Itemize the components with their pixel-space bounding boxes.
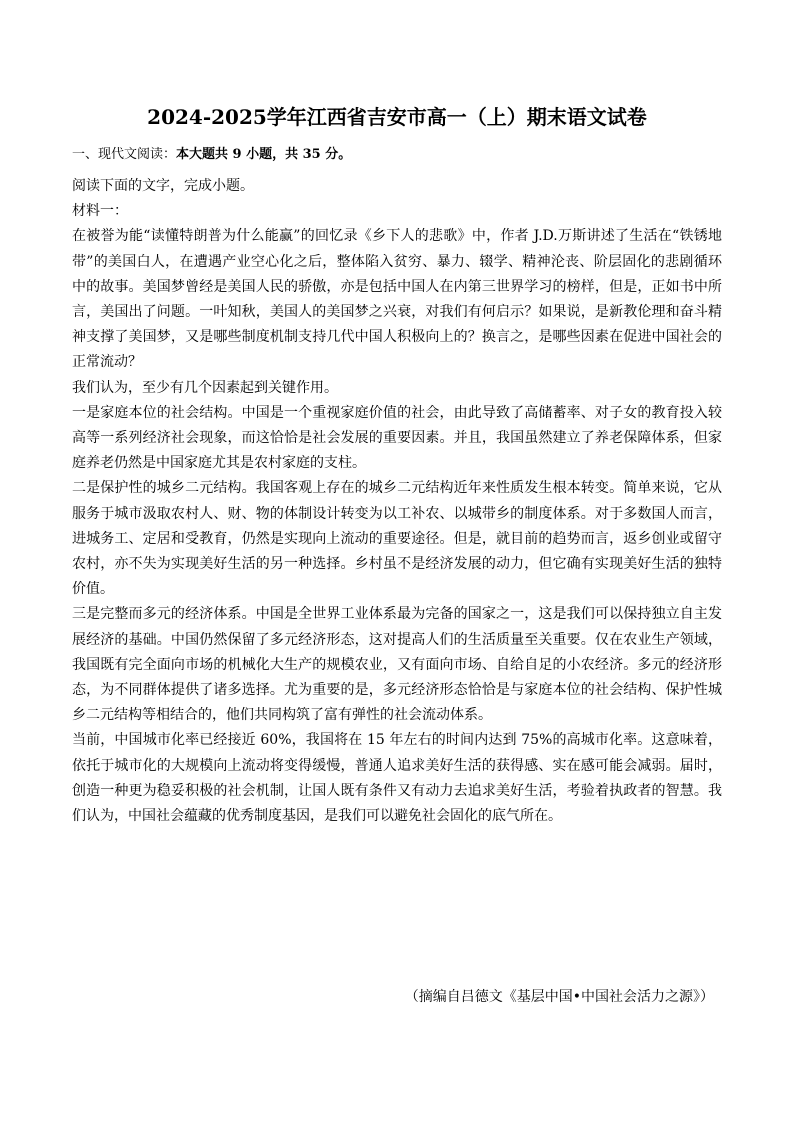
passage-paragraph: 我们认为，至少有几个因素起到关键作用。 — [72, 379, 338, 396]
passage-paragraph: 二是保护性的城乡二元结构。我国客观上存在的城乡二元结构近年来性质发生根本转变。简单来说，它从服务于城市汲取农村人、财、物的体制设计转变为以工补农、以城带乡的制度体系。对于多数国人而言，进城务工、定居和受教育，仍然是实现向上流动的重要途径。但是，就目前的趋势而言，返乡创业或留守农村，亦不失为实现美好生活的另一种选择。乡村虽不是经济发展的动力，但它确有实现美好生活的独特价值。 — [72, 480, 722, 598]
material-label: 材料一： — [72, 203, 128, 220]
passage-paragraph: 三是完整而多元的经济体系。中国是全世界工业体系最为完备的国家之一，这是我们可以保持独立自主发展经济的基础。中国仍然保留了多元经济形态，这对提高人们的生活质量至关重要。仅在农业生产领域，我国既有完全面向市场的机械化大生产的规模农业，又有面向市场、自给自足的小农经济。多元的经济形态，为不同群体提供了诸多选择。尤为重要的是，多元经济形态恰恰是与家庭本位的社会结构、保护性城乡二元结构等相结合的，他们共同构筑了富有弹性的社会流动体系。 — [72, 606, 722, 724]
exam-title: 2024-2025学年江西省吉安市高一（上）期末语文试卷 — [147, 105, 647, 129]
passage-paragraph: 在被誉为能“读懂特朗普为什么能赢”的回忆录《乡下人的悲歌》中，作者 J.D.万斯讲述了生活在“铁锈地带”的美国白人，在遭遇产业空心化之后，整体陷入贫穷、暴力、辍学、精神沦丧、阶层固化的悲剧循环中的故事。美国梦曾经是美国人民的骄傲，亦是包括中国人在内第三世界学习的榜样，但是，正如书中所言，美国出了问题。一叶知秋，美国人的美国梦之兴衰，对我们有何启示？如果说，是新教伦理和奋斗精神支撑了美国梦，又是哪些制度机制支持几代中国人积极向上的？换言之，是哪些因素在促进中国社会的正常流动？ — [72, 228, 722, 371]
passage-paragraph: 一是家庭本位的社会结构。中国是一个重视家庭价值的社会，由此导致了高储蓄率、对子女的教育投入较高等一系列经济社会现象，而这恰恰是社会发展的重要因素。并且，我国虽然建立了养老保障体系，但家庭养老仍然是中国家庭尤其是农村家庭的支柱。 — [72, 404, 722, 472]
section-number: 一、现代文阅读： — [72, 147, 177, 162]
passage-paragraph: 当前，中国城市化率已经接近 60%，我国将在 15 年左右的时间内达到 75%的高城市化率。这意味着，依托于城市化的大规模向上流动将变得缓慢，普通人追求美好生活的获得感、实在感可能会减弱。届时，创造一种更为稳妥积极的社会机制，让国人既有条件又有动力去追求美好生活，考验着执政者的智慧。我们认为，中国社会蕴藏的优秀制度基因，是我们可以避免社会固化的底气所在。 — [72, 732, 722, 825]
source-citation: （摘编自吕德文《基层中国•中国社会活力之源》） — [404, 989, 714, 1005]
instruction-text: 阅读下面的文字，完成小题。 — [72, 178, 254, 194]
section-heading — [72, 146, 351, 164]
section-description: 本大题共 9 小题，共 35 分。 — [176, 147, 352, 162]
reading-passage — [72, 174, 722, 829]
